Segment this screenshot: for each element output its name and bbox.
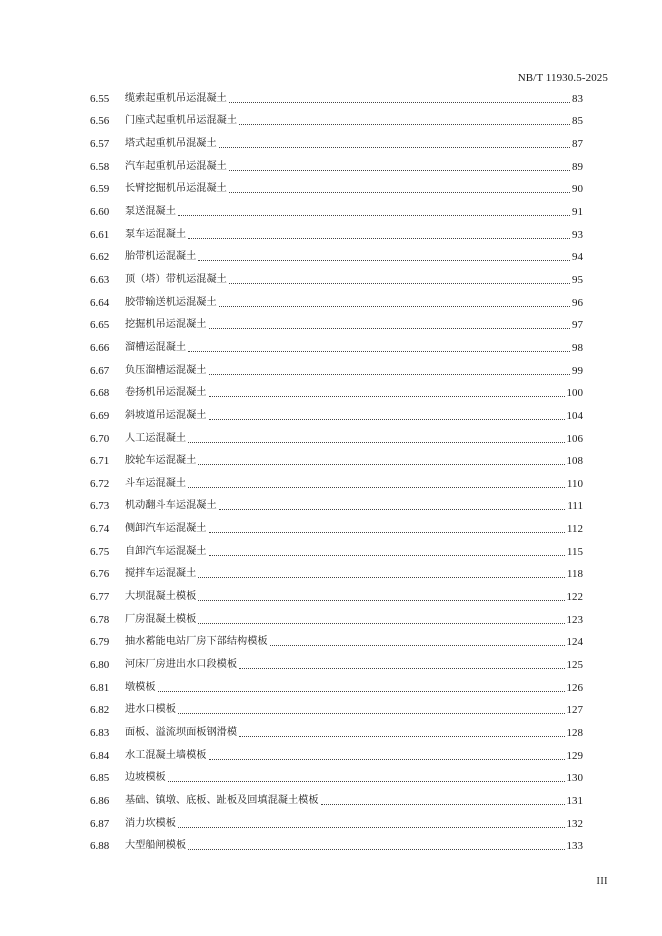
toc-entry-title[interactable]: 进水口模板 xyxy=(125,704,176,716)
toc-dot-leader xyxy=(178,827,565,828)
toc-entry-page: 95 xyxy=(572,273,583,286)
toc-entry-number: 6.74 xyxy=(90,523,110,536)
toc-entry-number: 6.65 xyxy=(90,319,110,332)
toc-entry[interactable] xyxy=(90,536,583,559)
toc-entry-title[interactable]: 卷扬机吊运混凝土 xyxy=(125,387,207,399)
toc-dot-leader xyxy=(229,102,570,103)
toc-dot-leader xyxy=(188,849,564,850)
toc-dot-leader xyxy=(239,736,564,737)
toc-entry-number: 6.78 xyxy=(90,613,110,626)
toc-dot-leader xyxy=(178,713,565,714)
toc-entry[interactable] xyxy=(90,83,583,106)
toc-dot-leader xyxy=(209,419,565,420)
toc-entry-title[interactable]: 厂房混凝土模板 xyxy=(125,613,197,625)
toc-entry-page: 133 xyxy=(566,840,583,853)
toc-entry-page: 93 xyxy=(572,228,583,241)
toc-entry-page: 124 xyxy=(566,636,583,649)
toc-entry-number: 6.57 xyxy=(90,137,110,150)
toc-entry-title[interactable]: 泵车运混凝土 xyxy=(125,228,187,240)
toc-entry-number: 6.72 xyxy=(90,477,110,490)
toc-entry[interactable] xyxy=(90,128,583,151)
toc-entry-title[interactable]: 斜坡道吊运混凝土 xyxy=(125,409,207,421)
toc-dot-leader xyxy=(188,442,564,443)
toc-entry-title[interactable]: 泵送混凝土 xyxy=(125,205,176,217)
toc-entry[interactable] xyxy=(90,672,583,695)
toc-entry-title[interactable]: 胶带输送机运混凝土 xyxy=(125,296,217,308)
toc-entry-page: 129 xyxy=(566,749,583,762)
toc-dot-leader xyxy=(198,623,564,624)
toc-dot-leader xyxy=(321,804,565,805)
toc-entry-title[interactable]: 搅拌车运混凝土 xyxy=(125,568,197,580)
toc-entry-title[interactable]: 水工混凝土墙模板 xyxy=(125,749,207,761)
toc-entry-page: 125 xyxy=(566,659,583,672)
toc-entry-number: 6.62 xyxy=(90,251,110,264)
toc-dot-leader xyxy=(219,306,570,307)
toc-entry-number: 6.87 xyxy=(90,817,110,830)
toc-entry-number: 6.81 xyxy=(90,681,110,694)
toc-entry-page: 127 xyxy=(566,704,583,717)
toc-entry-title[interactable]: 自卸汽车运混凝土 xyxy=(125,545,207,557)
toc-entry-page: 118 xyxy=(566,568,583,581)
toc-entry-number: 6.64 xyxy=(90,296,110,309)
toc-entry-title[interactable]: 抽水蓄能电站厂房下部结构模板 xyxy=(125,636,268,648)
toc-entry-number: 6.68 xyxy=(90,387,110,400)
toc-dot-leader xyxy=(209,759,565,760)
toc-entry-number: 6.82 xyxy=(90,704,110,717)
toc-dot-leader xyxy=(188,351,570,352)
toc-entry-title[interactable]: 基础、镇墩、底板、趾板及回填混凝土模板 xyxy=(125,795,319,806)
toc-entry-title[interactable]: 门座式起重机吊运混凝土 xyxy=(125,115,238,127)
toc-entry-number: 6.75 xyxy=(90,545,110,558)
toc-entry-title[interactable]: 墩模板 xyxy=(125,681,156,693)
toc-dot-leader xyxy=(198,577,565,578)
toc-entry-title[interactable]: 缆索起重机吊运混凝土 xyxy=(125,92,227,104)
toc-entry-number: 6.66 xyxy=(90,341,110,354)
toc-entry[interactable] xyxy=(90,151,583,174)
toc-dot-leader xyxy=(178,215,570,216)
toc-entry-number: 6.80 xyxy=(90,659,110,672)
toc-entry-title[interactable]: 面板、溢流坝面板钢滑模 xyxy=(125,727,238,739)
toc-entry-title[interactable]: 胎带机运混凝土 xyxy=(125,251,197,263)
toc-dot-leader xyxy=(209,374,571,375)
toc-dot-leader xyxy=(188,487,565,488)
toc-entry-page: 112 xyxy=(566,523,583,536)
toc-entry[interactable] xyxy=(90,763,583,786)
toc-entry[interactable] xyxy=(90,695,583,718)
toc-entry-number: 6.88 xyxy=(90,840,110,853)
toc-entry-page: 108 xyxy=(566,455,583,468)
toc-dot-leader xyxy=(219,147,570,148)
toc-entry[interactable] xyxy=(90,174,583,197)
toc-entry[interactable] xyxy=(90,287,583,310)
toc-entry-title[interactable]: 大型船闸模板 xyxy=(125,840,187,852)
table-of-contents xyxy=(90,83,583,853)
toc-entry-page: 94 xyxy=(572,251,583,264)
toc-entry-title[interactable]: 边坡模板 xyxy=(125,772,166,784)
toc-entry-page: 132 xyxy=(566,817,583,830)
toc-entry[interactable] xyxy=(90,310,583,333)
toc-entry[interactable] xyxy=(90,627,583,650)
toc-entry-title[interactable]: 负压溜槽运混凝土 xyxy=(125,364,207,376)
toc-entry[interactable] xyxy=(90,513,583,536)
toc-entry-page: 126 xyxy=(566,681,583,694)
toc-entry-page: 89 xyxy=(572,160,583,173)
toc-dot-leader xyxy=(219,509,566,510)
toc-entry[interactable] xyxy=(90,491,583,514)
toc-entry-title[interactable]: 汽车起重机吊运混凝土 xyxy=(125,160,227,172)
toc-entry-title[interactable]: 大坝混凝土模板 xyxy=(125,591,197,603)
toc-entry[interactable] xyxy=(90,446,583,469)
toc-entry-page: 97 xyxy=(572,319,583,332)
toc-dot-leader xyxy=(198,260,570,261)
toc-entry-number: 6.71 xyxy=(90,455,110,468)
toc-dot-leader xyxy=(209,328,571,329)
toc-dot-leader xyxy=(239,124,570,125)
toc-entry-number: 6.55 xyxy=(90,92,110,105)
toc-entry[interactable] xyxy=(90,831,583,854)
toc-entry-page: 110 xyxy=(566,477,583,490)
toc-entry[interactable] xyxy=(90,264,583,287)
toc-dot-leader xyxy=(168,781,565,782)
toc-entry[interactable] xyxy=(90,332,583,355)
toc-entry-number: 6.59 xyxy=(90,183,110,196)
toc-entry-page: 96 xyxy=(572,296,583,309)
toc-dot-leader xyxy=(198,464,564,465)
toc-entry-page: 90 xyxy=(572,183,583,196)
toc-entry[interactable] xyxy=(90,581,583,604)
toc-entry-title[interactable]: 胶轮车运混凝土 xyxy=(125,455,197,467)
document-code: NB/T 11930.5-2025 xyxy=(517,72,608,84)
toc-entry-number: 6.70 xyxy=(90,432,110,445)
toc-entry-title[interactable]: 人工运混凝土 xyxy=(125,432,187,444)
toc-entry-page: 104 xyxy=(566,409,583,422)
toc-dot-leader xyxy=(209,396,565,397)
toc-entry-page: 123 xyxy=(566,613,583,626)
toc-entry[interactable] xyxy=(90,785,583,808)
toc-entry-number: 6.79 xyxy=(90,636,110,649)
toc-dot-leader xyxy=(239,668,564,669)
toc-entry-page: 122 xyxy=(566,591,583,604)
toc-entry-page: 111 xyxy=(567,500,583,513)
toc-entry-title[interactable]: 斗车运混凝土 xyxy=(125,477,187,489)
toc-entry-page: 91 xyxy=(572,205,583,218)
toc-entry-number: 6.86 xyxy=(90,795,110,807)
page-number: III xyxy=(596,876,608,887)
toc-entry[interactable] xyxy=(90,355,583,378)
toc-entry-page: 128 xyxy=(566,727,583,740)
toc-entry[interactable] xyxy=(90,468,583,491)
toc-dot-leader xyxy=(209,555,565,556)
toc-entry-page: 100 xyxy=(566,387,583,400)
toc-dot-leader xyxy=(229,283,570,284)
toc-entry[interactable] xyxy=(90,219,583,242)
toc-entry[interactable] xyxy=(90,378,583,401)
toc-entry-number: 6.60 xyxy=(90,205,110,218)
toc-entry-page: 98 xyxy=(572,341,583,354)
toc-entry-title[interactable]: 侧卸汽车运混凝土 xyxy=(125,523,207,535)
toc-entry-page: 99 xyxy=(572,364,583,377)
toc-dot-leader xyxy=(270,645,565,646)
toc-entry[interactable] xyxy=(90,604,583,627)
toc-entry-number: 6.58 xyxy=(90,160,110,173)
toc-entry[interactable] xyxy=(90,740,583,763)
toc-entry-number: 6.56 xyxy=(90,115,110,128)
toc-entry-number: 6.67 xyxy=(90,364,110,377)
toc-entry-number: 6.85 xyxy=(90,772,110,785)
toc-entry-page: 83 xyxy=(572,92,583,105)
toc-dot-leader xyxy=(198,600,564,601)
toc-dot-leader xyxy=(209,532,565,533)
toc-dot-leader xyxy=(229,170,570,171)
toc-entry-title[interactable]: 机动翻斗车运混凝土 xyxy=(125,500,217,512)
toc-entry-page: 106 xyxy=(566,432,583,445)
toc-entry-page: 85 xyxy=(572,115,583,128)
toc-entry-number: 6.84 xyxy=(90,749,110,762)
toc-entry-page: 131 xyxy=(566,795,583,807)
toc-entry-number: 6.69 xyxy=(90,409,110,422)
toc-entry-title[interactable]: 挖掘机吊运混凝土 xyxy=(125,319,207,331)
toc-entry-title[interactable]: 溜槽运混凝土 xyxy=(125,341,187,353)
toc-entry-page: 130 xyxy=(566,772,583,785)
toc-entry[interactable] xyxy=(90,106,583,129)
toc-dot-leader xyxy=(229,192,570,193)
toc-entry-number: 6.73 xyxy=(90,500,110,513)
toc-entry[interactable] xyxy=(90,400,583,423)
toc-entry[interactable] xyxy=(90,423,583,446)
toc-entry-number: 6.83 xyxy=(90,727,110,740)
toc-entry-number: 6.76 xyxy=(90,568,110,581)
toc-entry[interactable] xyxy=(90,717,583,740)
toc-entry-number: 6.61 xyxy=(90,228,110,241)
toc-entry-title[interactable]: 长臂挖掘机吊运混凝土 xyxy=(125,183,227,195)
toc-entry[interactable] xyxy=(90,559,583,582)
toc-entry-title[interactable]: 消力坎模板 xyxy=(125,817,176,829)
toc-entry-number: 6.77 xyxy=(90,591,110,604)
toc-entry[interactable] xyxy=(90,196,583,219)
toc-entry[interactable] xyxy=(90,808,583,831)
toc-dot-leader xyxy=(188,238,570,239)
toc-entry-title[interactable]: 顶（塔）带机运混凝土 xyxy=(125,273,227,285)
toc-entry-page: 115 xyxy=(566,545,583,558)
toc-entry-title[interactable]: 河床厂房进出水口段模板 xyxy=(125,659,238,671)
toc-entry-number: 6.63 xyxy=(90,273,110,286)
toc-dot-leader xyxy=(158,691,565,692)
toc-entry-title[interactable]: 塔式起重机吊混凝土 xyxy=(125,137,217,149)
toc-entry-page: 87 xyxy=(572,137,583,150)
toc-entry[interactable] xyxy=(90,242,583,265)
toc-entry[interactable] xyxy=(90,649,583,672)
